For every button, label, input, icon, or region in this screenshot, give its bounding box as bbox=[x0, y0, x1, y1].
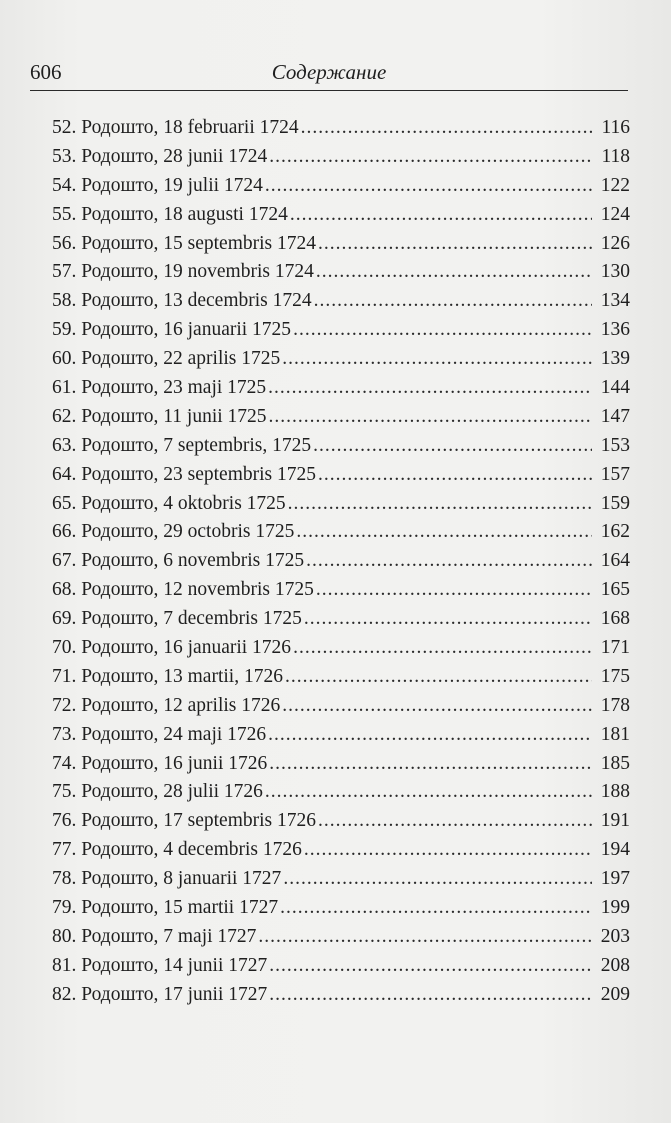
running-title: Содержание bbox=[271, 60, 387, 84]
table-of-contents bbox=[52, 117, 630, 1013]
dot-leader bbox=[268, 377, 592, 399]
toc-entry-title: 63. Родошто, 7 septembris, 1725 bbox=[52, 434, 312, 456]
toc-entry bbox=[52, 550, 630, 579]
dot-leader bbox=[306, 550, 592, 572]
toc-entry-page-number: 191 bbox=[600, 810, 630, 832]
toc-entry-title: 61. Родошто, 23 maji 1725 bbox=[52, 377, 267, 399]
toc-entry-page-number: 162 bbox=[600, 521, 630, 543]
toc-entry-title: 73. Родошто, 24 maji 1726 bbox=[52, 723, 267, 745]
toc-entry-page-number: 185 bbox=[600, 752, 630, 774]
toc-entry-page-number: 171 bbox=[600, 637, 630, 659]
toc-entry-title: 55. Родошто, 18 augusti 1724 bbox=[52, 203, 288, 225]
toc-entry-page-number: 124 bbox=[600, 203, 630, 225]
dot-leader bbox=[285, 666, 592, 688]
dot-leader bbox=[318, 233, 592, 255]
toc-entry bbox=[52, 146, 630, 175]
toc-entry-title: 53. Родошто, 28 junii 1724 bbox=[52, 145, 268, 167]
toc-entry-page-number: 208 bbox=[600, 954, 630, 976]
dot-leader bbox=[258, 926, 592, 948]
toc-entry-title: 58. Родошто, 13 decembris 1724 bbox=[52, 290, 312, 312]
toc-entry-title: 81. Родошто, 14 junii 1727 bbox=[52, 954, 268, 976]
toc-entry bbox=[52, 608, 630, 637]
dot-leader bbox=[304, 608, 592, 630]
toc-entry bbox=[52, 666, 630, 695]
dot-leader bbox=[269, 753, 592, 775]
dot-leader bbox=[282, 695, 592, 717]
toc-entry-title: 78. Родошто, 8 januarii 1727 bbox=[52, 868, 282, 890]
toc-entry-title: 72. Родошто, 12 aprilis 1726 bbox=[52, 694, 281, 716]
toc-entry-title: 59. Родошто, 16 januarii 1725 bbox=[52, 319, 292, 341]
toc-entry-page-number: 164 bbox=[600, 550, 630, 572]
dot-leader bbox=[313, 435, 592, 457]
toc-entry-title: 56. Родошто, 15 septembris 1724 bbox=[52, 232, 316, 254]
toc-entry bbox=[52, 233, 630, 262]
dot-leader bbox=[293, 637, 592, 659]
dot-leader bbox=[318, 810, 592, 832]
toc-entry-page-number: 175 bbox=[600, 665, 630, 687]
toc-entry-title: 66. Родошто, 29 octobris 1725 bbox=[52, 521, 295, 543]
dot-leader bbox=[316, 579, 592, 601]
dot-leader bbox=[268, 724, 592, 746]
toc-entry bbox=[52, 579, 630, 608]
toc-entry-page-number: 188 bbox=[600, 781, 630, 803]
toc-entry-title: 64. Родошто, 23 septembris 1725 bbox=[52, 463, 316, 485]
dot-leader bbox=[318, 464, 592, 486]
toc-entry bbox=[52, 493, 630, 522]
toc-entry-page-number: 157 bbox=[600, 463, 630, 485]
toc-entry-page-number: 118 bbox=[601, 145, 630, 167]
toc-entry-title: 71. Родошто, 13 martii, 1726 bbox=[52, 665, 283, 687]
toc-entry-title: 77. Родошто, 4 decembris 1726 bbox=[52, 839, 302, 861]
page-number: 606 bbox=[30, 60, 62, 84]
dot-leader bbox=[269, 984, 592, 1006]
dot-leader bbox=[316, 261, 592, 283]
toc-entry-title: 80. Родошто, 7 maji 1727 bbox=[52, 925, 257, 947]
toc-entry-title: 79. Родошто, 15 martii 1727 bbox=[52, 897, 279, 919]
toc-entry bbox=[52, 810, 630, 839]
dot-leader bbox=[296, 521, 592, 543]
dot-leader bbox=[301, 117, 592, 139]
toc-entry-page-number: 136 bbox=[600, 319, 630, 341]
toc-entry-page-number: 203 bbox=[600, 925, 630, 947]
toc-entry-page-number: 194 bbox=[600, 839, 630, 861]
dot-leader bbox=[269, 955, 592, 977]
toc-entry-page-number: 197 bbox=[600, 868, 630, 890]
toc-entry bbox=[52, 839, 630, 868]
toc-entry-page-number: 209 bbox=[600, 983, 630, 1005]
dot-leader bbox=[314, 290, 592, 312]
toc-entry-title: 57. Родошто, 19 novembris 1724 bbox=[52, 261, 314, 283]
toc-entry bbox=[52, 984, 630, 1013]
dot-leader bbox=[265, 781, 592, 803]
toc-entry-page-number: 144 bbox=[600, 377, 630, 399]
toc-entry bbox=[52, 521, 630, 550]
toc-entry-title: 68. Родошто, 12 novembris 1725 bbox=[52, 579, 314, 601]
page-header bbox=[30, 58, 628, 91]
toc-entry bbox=[52, 637, 630, 666]
dot-leader bbox=[290, 204, 592, 226]
toc-entry-page-number: 153 bbox=[600, 434, 630, 456]
toc-entry bbox=[52, 781, 630, 810]
toc-entry-page-number: 116 bbox=[601, 117, 630, 138]
toc-entry bbox=[52, 955, 630, 984]
toc-entry-page-number: 199 bbox=[600, 897, 630, 919]
toc-entry bbox=[52, 290, 630, 319]
toc-entry-page-number: 134 bbox=[600, 290, 630, 312]
toc-entry bbox=[52, 261, 630, 290]
toc-entry bbox=[52, 753, 630, 782]
toc-entry-title: 67. Родошто, 6 novembris 1725 bbox=[52, 550, 305, 572]
dot-leader bbox=[280, 897, 592, 919]
toc-entry-title: 52. Родошто, 18 februarii 1724 bbox=[52, 117, 299, 138]
toc-entry-page-number: 122 bbox=[600, 174, 630, 196]
toc-entry-title: 74. Родошто, 16 junii 1726 bbox=[52, 752, 268, 774]
toc-entry-title: 75. Родошто, 28 julii 1726 bbox=[52, 781, 263, 803]
toc-entry bbox=[52, 406, 630, 435]
toc-entry-page-number: 147 bbox=[600, 405, 630, 427]
toc-entry bbox=[52, 348, 630, 377]
toc-entry-page-number: 181 bbox=[600, 723, 630, 745]
toc-entry-page-number: 126 bbox=[600, 232, 630, 254]
toc-entry bbox=[52, 204, 630, 233]
toc-entry-title: 60. Родошто, 22 aprilis 1725 bbox=[52, 348, 281, 370]
toc-entry-title: 65. Родошто, 4 oktobris 1725 bbox=[52, 492, 286, 514]
toc-entry bbox=[52, 897, 630, 926]
toc-entry-title: 76. Родошто, 17 septembris 1726 bbox=[52, 810, 316, 832]
toc-entry-page-number: 168 bbox=[600, 608, 630, 630]
toc-entry bbox=[52, 435, 630, 464]
dot-leader bbox=[288, 493, 592, 515]
toc-entry-page-number: 165 bbox=[600, 579, 630, 601]
dot-leader bbox=[283, 868, 592, 890]
toc-entry-page-number: 139 bbox=[600, 348, 630, 370]
dot-leader bbox=[265, 175, 592, 197]
dot-leader bbox=[269, 146, 592, 168]
toc-entry bbox=[52, 117, 630, 146]
toc-entry bbox=[52, 695, 630, 724]
toc-entry bbox=[52, 175, 630, 204]
toc-entry-title: 69. Родошто, 7 decembris 1725 bbox=[52, 608, 302, 630]
dot-leader bbox=[269, 406, 592, 428]
toc-entry bbox=[52, 319, 630, 348]
dot-leader bbox=[293, 319, 592, 341]
toc-entry bbox=[52, 724, 630, 753]
toc-entry-page-number: 159 bbox=[600, 492, 630, 514]
toc-entry bbox=[52, 868, 630, 897]
toc-entry-title: 54. Родошто, 19 julii 1724 bbox=[52, 174, 263, 196]
toc-entry-title: 70. Родошто, 16 januarii 1726 bbox=[52, 637, 292, 659]
toc-entry bbox=[52, 464, 630, 493]
toc-entry bbox=[52, 377, 630, 406]
dot-leader bbox=[304, 839, 592, 861]
toc-entry-page-number: 130 bbox=[600, 261, 630, 283]
toc-entry-title: 82. Родошто, 17 junii 1727 bbox=[52, 983, 268, 1005]
toc-entry-page-number: 178 bbox=[600, 694, 630, 716]
dot-leader bbox=[282, 348, 592, 370]
toc-entry-title: 62. Родошто, 11 junii 1725 bbox=[52, 405, 267, 427]
toc-entry bbox=[52, 926, 630, 955]
